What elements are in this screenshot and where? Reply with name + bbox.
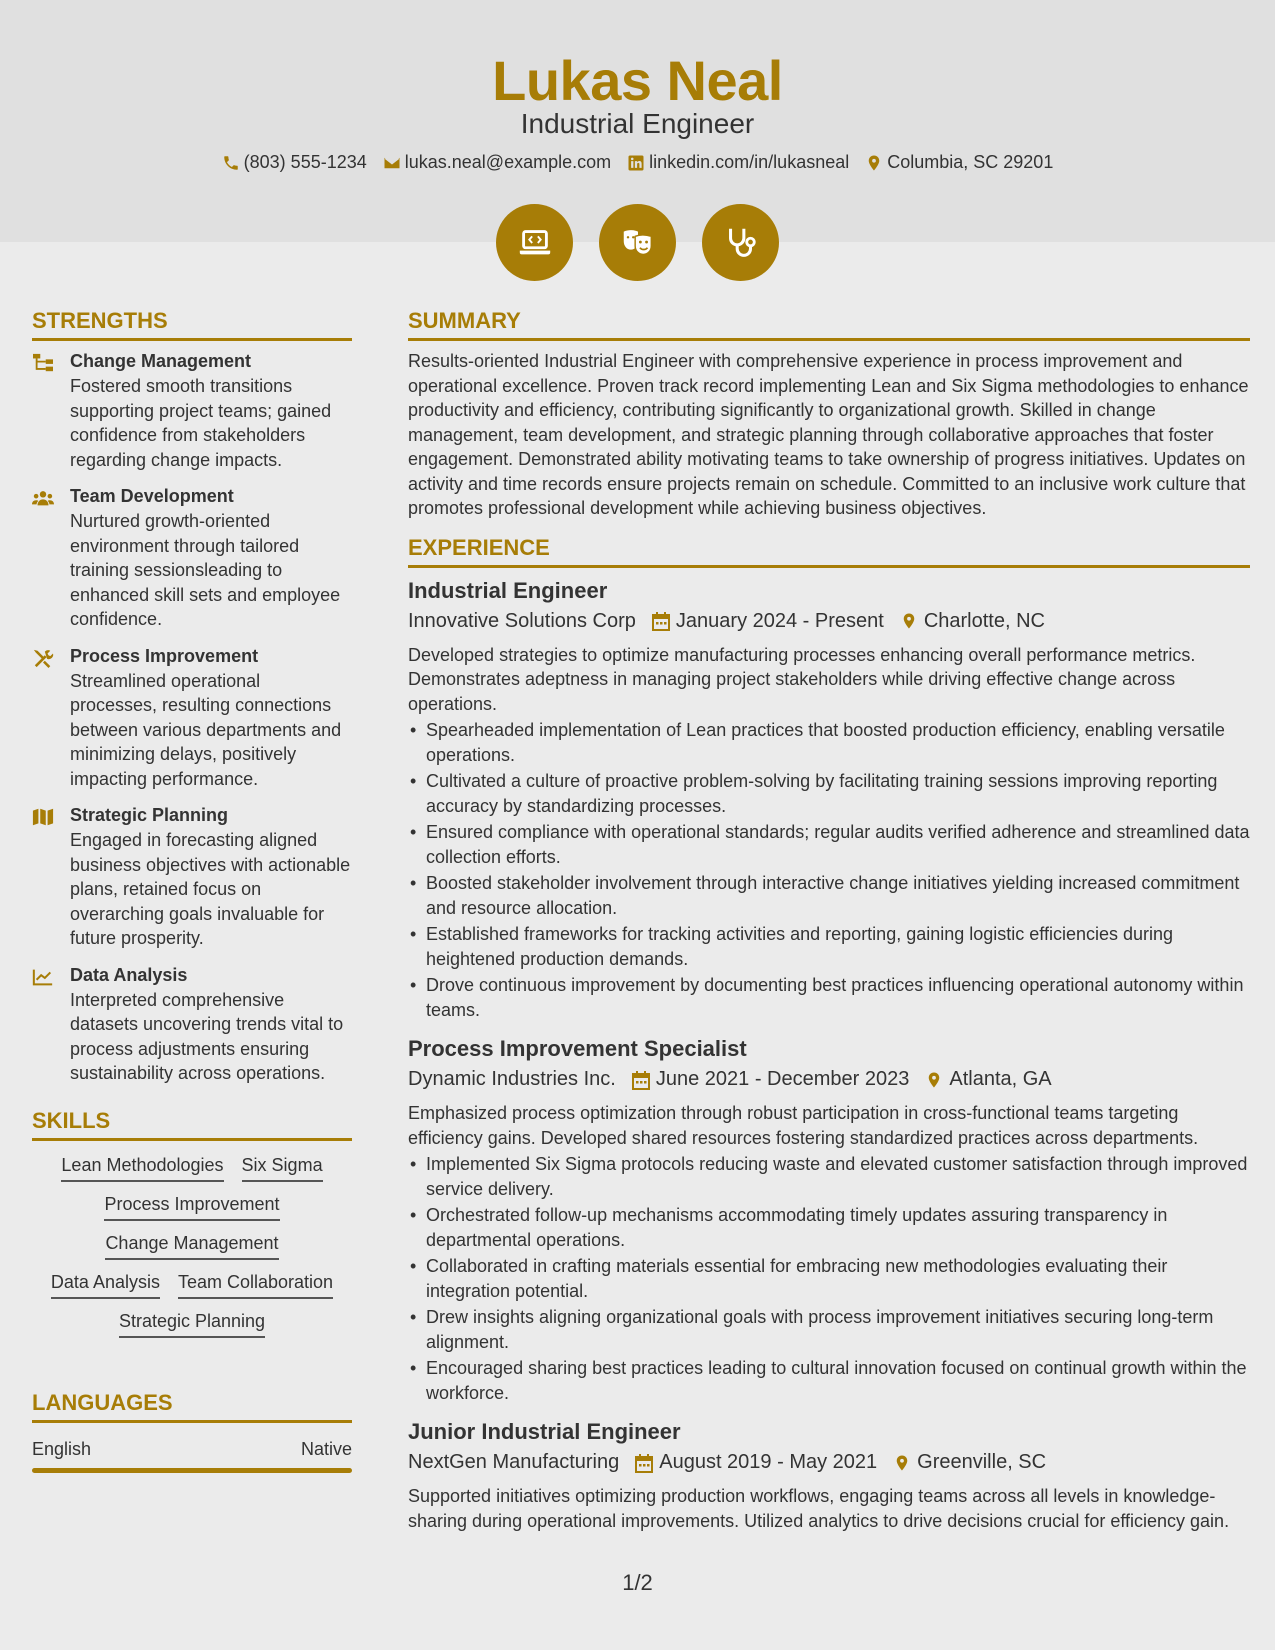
job-bullet: • Ensured compliance with operational standards; regular audits verified adherence and streamlined data collection efforts. <box>408 820 1250 869</box>
strength-item <box>32 351 352 472</box>
job-meta <box>408 1068 1250 1091</box>
skill-tag: Team Collaboration <box>178 1272 333 1299</box>
job-bullets <box>408 718 1250 1022</box>
linkedin-link[interactable]: linkedin.com/in/lukasneal <box>649 152 850 172</box>
job-entry <box>408 1419 1250 1533</box>
job-entry <box>408 1036 1250 1405</box>
job-dates: June 2021 - December 2023 <box>655 1068 910 1090</box>
skill-tag: Process Improvement <box>104 1194 279 1221</box>
calendar-icon <box>632 1070 650 1090</box>
map-marker-icon <box>900 611 918 631</box>
envelope-icon <box>383 154 401 172</box>
map-marker-icon <box>865 154 883 172</box>
job-meta <box>408 610 1250 633</box>
map-marker-icon <box>925 1070 943 1090</box>
job-description: Emphasized process optimization through robust participation in cross-functional teams targeting efficiency gains. Developed shared resources fostering standardized practices across departments. <box>408 1103 1199 1148</box>
job-location: Atlanta, GA <box>949 1068 1052 1090</box>
strength-title: Strategic Planning <box>70 805 229 825</box>
phone-icon <box>222 154 240 172</box>
skill-tag: Six Sigma <box>242 1155 323 1182</box>
phone-text: (803) 555-1234 <box>243 152 367 172</box>
job-company: Dynamic Industries Inc. <box>408 1068 616 1090</box>
skill-tag: Data Analysis <box>51 1272 160 1299</box>
laptop-code-icon <box>516 224 554 262</box>
job-company: Innovative Solutions Corp <box>408 609 636 632</box>
theater-masks-icon <box>619 224 657 262</box>
strength-item <box>32 486 352 632</box>
stethoscope-icon <box>722 224 760 262</box>
job-bullet: • Encouraged sharing best practices leading to cultural innovation focused on continual growth within the workforce. <box>408 1356 1250 1405</box>
job-bullet: • Boosted stakeholder involvement through interactive change initiatives yielding increased commitment and resource allocation. <box>408 871 1250 920</box>
language-level: Native <box>300 1438 352 1459</box>
strength-text: Fostered smooth transitions supporting project teams; gained confidence from stakeholders regarding change impacts. <box>70 376 332 470</box>
right-column <box>408 308 1250 1547</box>
calendar-icon <box>652 611 670 631</box>
email-link[interactable]: lukas.neal@example.com <box>404 152 612 172</box>
sitemap-icon <box>32 353 54 373</box>
job-bullet: • Cultivated a culture of proactive problem-solving by facilitating training sessions improving reporting accuracy by standardizing processes. <box>408 769 1250 818</box>
contact-linkedin[interactable] <box>627 152 849 173</box>
interest-icons <box>0 204 1275 281</box>
skill-tag: Change Management <box>105 1233 278 1260</box>
skills-title: SKILLS <box>32 1108 352 1141</box>
interest-circle-masks <box>599 204 676 281</box>
skills-list <box>32 1151 352 1338</box>
calendar-icon <box>635 1453 653 1473</box>
left-column <box>32 308 352 1473</box>
job-bullets <box>408 1152 1250 1405</box>
tools-icon <box>32 648 54 668</box>
job-description: Developed strategies to optimize manufacturing processes enhancing overall performance metrics. Demonstrates adeptness in managing project stakeholders while driving effective change across operations. <box>408 644 1196 714</box>
job-bullet: • Spearheaded implementation of Lean practices that boosted production efficiency, enabling versatile operations. <box>408 718 1250 767</box>
job-entry <box>408 578 1250 1023</box>
skill-tag: Strategic Planning <box>119 1311 265 1338</box>
interest-circle-laptop <box>496 204 573 281</box>
experience-title: EXPERIENCE <box>408 535 1250 568</box>
job-title: Process Improvement Specialist <box>408 1036 747 1061</box>
contact-phone <box>222 152 367 173</box>
language-proficiency-bar <box>32 1468 352 1473</box>
contact-bar <box>0 152 1275 173</box>
job-location: Charlotte, NC <box>923 609 1045 632</box>
map-icon <box>32 807 54 827</box>
job-bullet: • Drew insights aligning organizational goals with process improvement initiatives securing long-term alignment. <box>408 1305 1250 1354</box>
job-description: Supported initiatives optimizing production workflows, engaging teams across all levels in knowledge-sharing during operational improvements. Utilized analytics to drive decisions crucial for efficiency gain. <box>408 1486 1230 1531</box>
chart-line-icon <box>32 967 54 987</box>
job-bullet: • Implemented Six Sigma protocols reducing waste and elevated customer satisfaction through improved service delivery. <box>408 1152 1250 1201</box>
language-name: English <box>32 1438 92 1459</box>
summary-title: SUMMARY <box>408 308 1250 341</box>
language-row <box>32 1439 352 1460</box>
candidate-role: Industrial Engineer <box>520 108 755 139</box>
job-title: Industrial Engineer <box>408 577 608 603</box>
job-bullet: • Drove continuous improvement by documenting best practices influencing operational autonomy within teams. <box>408 973 1250 1022</box>
linkedin-icon <box>627 154 645 172</box>
summary-text: Results-oriented Industrial Engineer with comprehensive experience in process improvement and operational excellence. Proven track record implementing Lean and Six Sigma methodologies to enhance productivity and efficiency, contributing significantly to organizational growth. Skilled in change management, team development, and strategic planning through collaborative approaches that foster engagement. Demonstrated ability motivating teams to take ownership of progress initiatives. Updates on activity and time records ensure projects remain on schedule. Committed to an inclusive work culture that promotes professional development while achieving business objectives. <box>408 351 1249 518</box>
job-meta <box>408 1451 1250 1474</box>
strength-item <box>32 805 352 951</box>
job-bullet: • Collaborated in crafting materials essential for embracing new methodologies evaluating their integration potential. <box>408 1254 1250 1303</box>
strength-title: Process Improvement <box>70 645 259 666</box>
strength-item <box>32 965 352 1086</box>
strength-text: Streamlined operational processes, resulting connections between various departments and minimizing delays, positively impacting performance. <box>70 670 342 789</box>
users-icon <box>32 488 54 508</box>
skill-tag: Lean Methodologies <box>61 1155 223 1182</box>
page-number: 1/2 <box>622 1570 653 1595</box>
languages-title: LANGUAGES <box>32 1390 352 1423</box>
job-dates: August 2019 - May 2021 <box>659 1451 878 1473</box>
strength-text: Engaged in forecasting aligned business objectives with actionable plans, retained focus on overarching goals invaluable for future prosperity. <box>70 830 351 948</box>
strength-title: Change Management <box>70 351 252 371</box>
contact-email[interactable] <box>383 152 611 173</box>
job-bullet: • Orchestrated follow-up mechanisms accommodating timely updates assuring transparency in departmental operations. <box>408 1203 1250 1252</box>
location-text: Columbia, SC 29201 <box>887 152 1054 172</box>
strengths-title: STRENGTHS <box>32 308 352 341</box>
job-bullet: • Established frameworks for tracking activities and reporting, gaining logistic efficiencies during heightened production demands. <box>408 922 1250 971</box>
strength-item <box>32 646 352 792</box>
map-marker-icon <box>893 1453 911 1473</box>
strength-title: Data Analysis <box>70 964 188 985</box>
job-title: Junior Industrial Engineer <box>408 1419 681 1444</box>
candidate-name: Lukas Neal <box>492 49 783 112</box>
interest-circle-stethoscope <box>702 204 779 281</box>
strength-text: Interpreted comprehensive datasets uncovering trends vital to process adjustments ensuring sustainability across operations. <box>70 989 344 1083</box>
job-company: NextGen Manufacturing <box>408 1451 620 1473</box>
job-location: Greenville, SC <box>917 1451 1047 1473</box>
strength-title: Team Development <box>70 486 234 506</box>
contact-location <box>865 152 1053 173</box>
strength-text: Nurtured growth-oriented environment through tailored training sessionsleading to enhanced skill sets and employee confidence. <box>70 511 341 629</box>
job-dates: January 2024 - Present <box>675 609 884 632</box>
